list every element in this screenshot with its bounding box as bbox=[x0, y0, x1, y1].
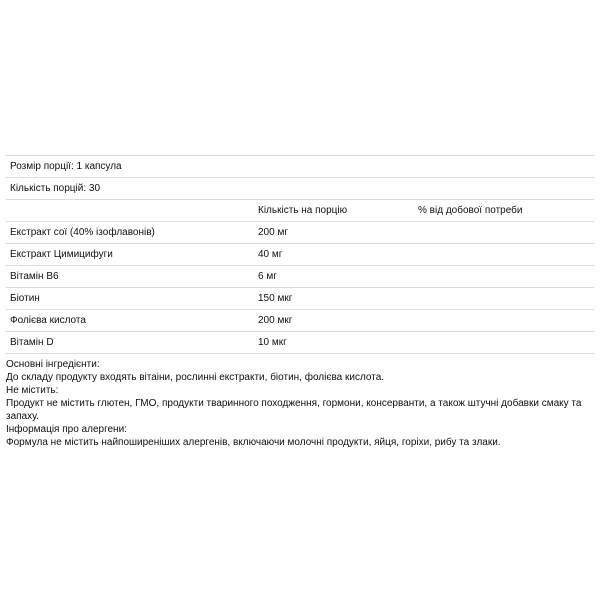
ingredient-amount: 10 мкг bbox=[258, 337, 287, 348]
table-header-row bbox=[6, 200, 594, 222]
allergen-heading: Інформація про алергени: bbox=[6, 424, 127, 435]
ingredient-amount: 150 мкг bbox=[258, 293, 293, 304]
table-row bbox=[6, 244, 594, 266]
servings-count-row bbox=[6, 178, 594, 200]
ingredient-amount: 6 мг bbox=[258, 271, 277, 282]
ingredient-name: Вітамін D bbox=[10, 337, 54, 348]
ingredients-text: До складу продукту входять вітаіни, рослинні екстракти, біотин, фолієва кислота. bbox=[6, 372, 385, 383]
ingredients-heading: Основні інгредієнти: bbox=[6, 359, 100, 370]
table-row bbox=[6, 266, 594, 288]
ingredient-name: Фолієва кислота bbox=[10, 315, 86, 326]
ingredient-amount: 200 мкг bbox=[258, 315, 293, 326]
serving-size-label: Розмір порції: 1 капсула bbox=[10, 161, 122, 172]
table-row bbox=[6, 222, 594, 244]
serving-size-row bbox=[6, 155, 594, 178]
table-row bbox=[6, 332, 594, 354]
free-from-heading: Не містить: bbox=[6, 385, 59, 396]
header-daily-value: % від добової потреби bbox=[418, 205, 523, 216]
ingredient-name: Екстракт Цимицифуги bbox=[10, 249, 113, 260]
ingredient-amount: 40 мг bbox=[258, 249, 283, 260]
free-from-text: Продукт не містить глютен, ГМО, продукти тваринного походження, гормони, консерванти, а також штучні добавки смаку та запаху. bbox=[6, 398, 582, 422]
ingredient-name: Вітамін В6 bbox=[10, 271, 59, 282]
allergen-text: Формула не містить найпоширеніших алергенів, включаючи молочні продукти, яйця, горіхи, рибу та злаки. bbox=[6, 437, 501, 448]
table-row bbox=[6, 310, 594, 332]
table-row bbox=[6, 288, 594, 310]
product-notes bbox=[6, 358, 596, 449]
ingredient-name: Екстракт сої (40% ізофлавонів) bbox=[10, 227, 155, 238]
servings-count-label: Кількість порцій: 30 bbox=[10, 183, 101, 194]
header-amount: Кількість на порцію bbox=[258, 205, 348, 216]
ingredient-name: Біотин bbox=[10, 293, 40, 304]
ingredient-amount: 200 мг bbox=[258, 227, 288, 238]
supplement-facts-table bbox=[6, 155, 594, 354]
